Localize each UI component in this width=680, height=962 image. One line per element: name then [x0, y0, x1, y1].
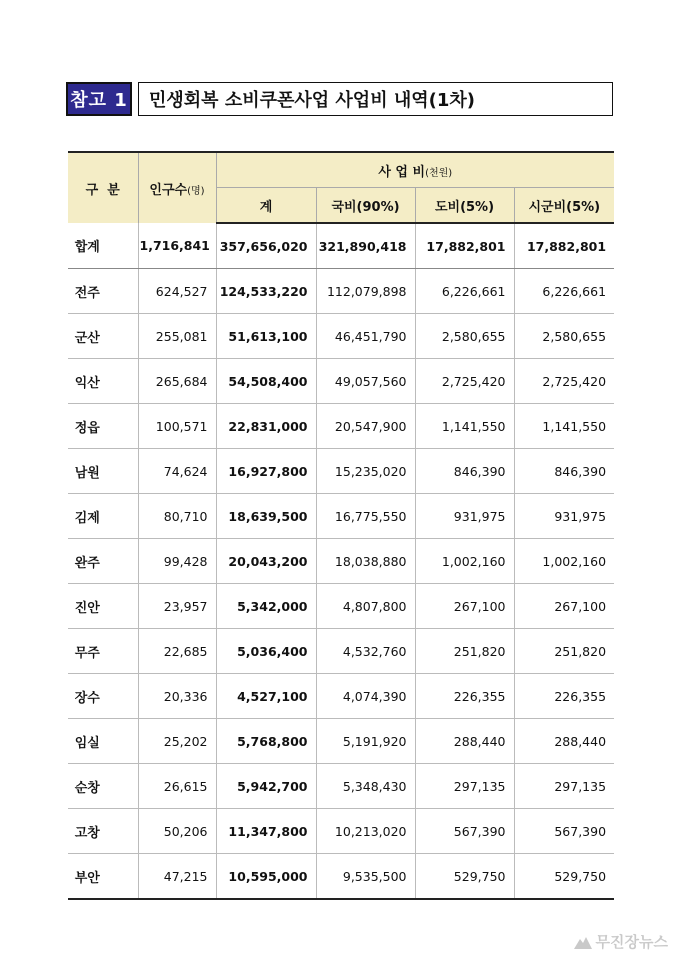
header-city: 시군비(5%): [514, 188, 614, 224]
header-budget: 사 업 비(천원): [216, 152, 614, 188]
title-badge: 참고 1: [66, 82, 132, 116]
total-cell: 5,942,700: [216, 764, 316, 809]
province-cell: 2,725,420: [415, 359, 514, 404]
national-cell: 49,057,560: [316, 359, 415, 404]
province-cell: 1,141,550: [415, 404, 514, 449]
population-cell: 1,716,841: [138, 223, 216, 269]
national-cell: 4,532,760: [316, 629, 415, 674]
header-province: 도비(5%): [415, 188, 514, 224]
province-cell: 6,226,661: [415, 269, 514, 314]
population-cell: 100,571: [138, 404, 216, 449]
population-cell: 74,624: [138, 449, 216, 494]
total-cell: 22,831,000: [216, 404, 316, 449]
province-cell: 226,355: [415, 674, 514, 719]
national-cell: 321,890,418: [316, 223, 415, 269]
region-name: 합계: [68, 223, 138, 269]
population-cell: 25,202: [138, 719, 216, 764]
city-cell: 2,580,655: [514, 314, 614, 359]
table-row: [68, 629, 614, 674]
region-name: 남원: [68, 449, 138, 494]
table-row: [68, 584, 614, 629]
total-cell: 51,613,100: [216, 314, 316, 359]
population-cell: 50,206: [138, 809, 216, 854]
city-cell: 846,390: [514, 449, 614, 494]
budget-table: [68, 151, 614, 900]
city-cell: 6,226,661: [514, 269, 614, 314]
city-cell: 1,141,550: [514, 404, 614, 449]
city-cell: 297,135: [514, 764, 614, 809]
national-cell: 18,038,880: [316, 539, 415, 584]
region-name: 장수: [68, 674, 138, 719]
population-cell: 22,685: [138, 629, 216, 674]
city-cell: 267,100: [514, 584, 614, 629]
total-cell: 16,927,800: [216, 449, 316, 494]
table-row: [68, 494, 614, 539]
population-cell: 80,710: [138, 494, 216, 539]
total-cell: 357,656,020: [216, 223, 316, 269]
city-cell: 2,725,420: [514, 359, 614, 404]
province-cell: 931,975: [415, 494, 514, 539]
region-name: 김제: [68, 494, 138, 539]
region-name: 익산: [68, 359, 138, 404]
national-cell: 5,191,920: [316, 719, 415, 764]
region-name: 무주: [68, 629, 138, 674]
total-cell: 54,508,400: [216, 359, 316, 404]
city-cell: 226,355: [514, 674, 614, 719]
city-cell: 931,975: [514, 494, 614, 539]
province-cell: 567,390: [415, 809, 514, 854]
total-cell: 4,527,100: [216, 674, 316, 719]
page-title: 민생회복 소비쿠폰사업 사업비 내역(1차): [138, 82, 613, 116]
title-bar: [66, 82, 613, 116]
table-row: [68, 764, 614, 809]
city-cell: 251,820: [514, 629, 614, 674]
header-national: 국비(90%): [316, 188, 415, 224]
table-row: [68, 449, 614, 494]
table-row: [68, 359, 614, 404]
national-cell: 16,775,550: [316, 494, 415, 539]
table-row: [68, 314, 614, 359]
province-cell: 1,002,160: [415, 539, 514, 584]
city-cell: 17,882,801: [514, 223, 614, 269]
province-cell: 251,820: [415, 629, 514, 674]
region-name: 부안: [68, 854, 138, 900]
total-cell: 5,036,400: [216, 629, 316, 674]
total-cell: 20,043,200: [216, 539, 316, 584]
population-cell: 26,615: [138, 764, 216, 809]
table-row: [68, 674, 614, 719]
region-name: 정읍: [68, 404, 138, 449]
national-cell: 112,079,898: [316, 269, 415, 314]
watermark-text: 무진장뉴스: [595, 933, 668, 951]
total-cell: 5,768,800: [216, 719, 316, 764]
total-cell: 11,347,800: [216, 809, 316, 854]
region-name: 진안: [68, 584, 138, 629]
mountain-icon: [574, 935, 592, 949]
population-cell: 20,336: [138, 674, 216, 719]
national-cell: 4,074,390: [316, 674, 415, 719]
header-population: 인구수(명): [138, 152, 216, 223]
region-name: 순창: [68, 764, 138, 809]
population-cell: 23,957: [138, 584, 216, 629]
table-row: [68, 719, 614, 764]
table-row: [68, 539, 614, 584]
table-row: [68, 269, 614, 314]
total-cell: 124,533,220: [216, 269, 316, 314]
national-cell: 4,807,800: [316, 584, 415, 629]
region-name: 고창: [68, 809, 138, 854]
region-name: 군산: [68, 314, 138, 359]
population-cell: 255,081: [138, 314, 216, 359]
region-name: 전주: [68, 269, 138, 314]
table-row: [68, 809, 614, 854]
region-name: 완주: [68, 539, 138, 584]
total-row: [68, 223, 614, 269]
total-cell: 18,639,500: [216, 494, 316, 539]
population-cell: 99,428: [138, 539, 216, 584]
national-cell: 46,451,790: [316, 314, 415, 359]
region-name: 임실: [68, 719, 138, 764]
header-total: 계: [216, 188, 316, 224]
province-cell: 297,135: [415, 764, 514, 809]
total-cell: 10,595,000: [216, 854, 316, 900]
province-cell: 288,440: [415, 719, 514, 764]
city-cell: 288,440: [514, 719, 614, 764]
province-cell: 529,750: [415, 854, 514, 900]
national-cell: 15,235,020: [316, 449, 415, 494]
province-cell: 2,580,655: [415, 314, 514, 359]
watermark: [574, 931, 668, 952]
city-cell: 1,002,160: [514, 539, 614, 584]
header-region: 구 분: [68, 152, 138, 223]
population-cell: 265,684: [138, 359, 216, 404]
national-cell: 9,535,500: [316, 854, 415, 900]
table-row: [68, 404, 614, 449]
table-row: [68, 854, 614, 900]
population-cell: 624,527: [138, 269, 216, 314]
province-cell: 17,882,801: [415, 223, 514, 269]
population-cell: 47,215: [138, 854, 216, 900]
province-cell: 846,390: [415, 449, 514, 494]
city-cell: 529,750: [514, 854, 614, 900]
national-cell: 10,213,020: [316, 809, 415, 854]
city-cell: 567,390: [514, 809, 614, 854]
total-cell: 5,342,000: [216, 584, 316, 629]
national-cell: 5,348,430: [316, 764, 415, 809]
national-cell: 20,547,900: [316, 404, 415, 449]
province-cell: 267,100: [415, 584, 514, 629]
